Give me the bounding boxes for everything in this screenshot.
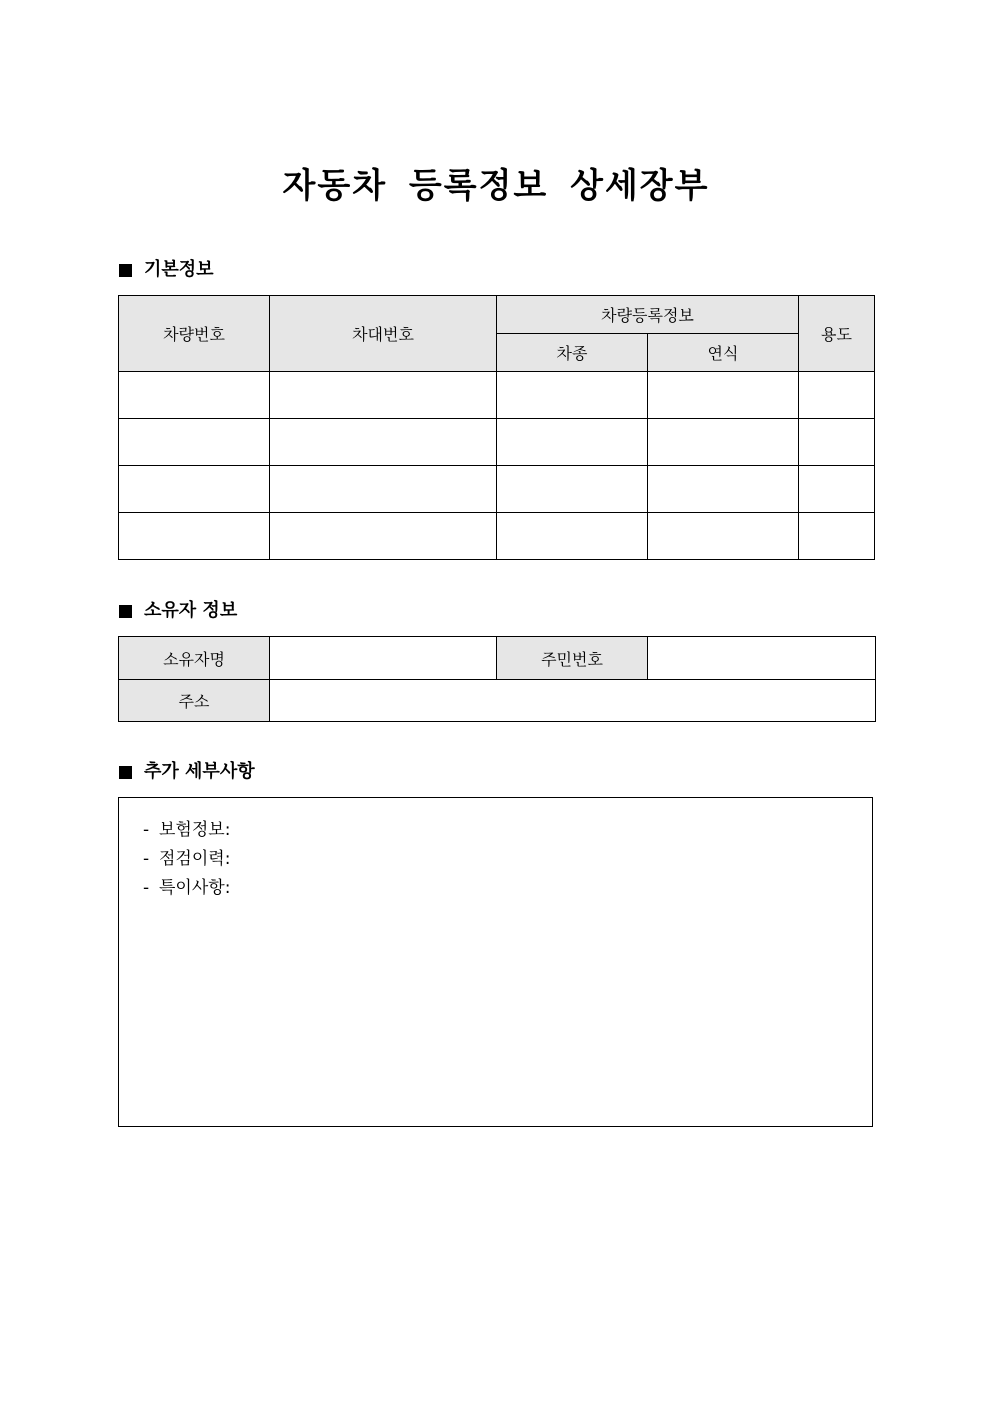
usage-cell[interactable] [799,372,875,419]
owner-info-heading [119,599,237,623]
address-field[interactable] [270,680,876,722]
chassis-number-header: 차대번호 [270,296,497,372]
document-title: 자동차 등록정보 상세장부 [282,166,710,206]
additional-notes-box[interactable] [118,797,873,1127]
resident-number-field[interactable] [648,637,876,680]
additional-heading-text: 추가 세부사항 [144,761,255,782]
address-label: 주소 [119,680,270,722]
table-header-row [119,296,875,334]
inspection-history-label: 점검이력: [159,849,231,869]
basic-info-heading [119,258,214,282]
plate-number-cell[interactable] [119,372,270,419]
basic-info-heading-text: 기본정보 [144,259,214,280]
square-bullet-icon [119,605,132,618]
model-cell[interactable] [497,466,648,513]
dash-bullet: - [143,878,150,898]
table-row [119,466,875,513]
owner-name-field[interactable] [270,637,497,680]
usage-cell[interactable] [799,513,875,560]
usage-header: 용도 [799,296,875,372]
owner-name-label: 소유자명 [119,637,270,680]
owner-info-table [118,636,876,722]
registration-group-header: 차량등록정보 [497,296,799,334]
special-notes-label: 특이사항: [159,878,231,898]
square-bullet-icon [119,264,132,277]
resident-number-label: 주민번호 [497,637,648,680]
square-bullet-icon [119,766,132,779]
owner-info-heading-text: 소유자 정보 [144,600,238,621]
year-cell[interactable] [648,513,799,560]
additional-heading [119,760,255,784]
chassis-number-cell[interactable] [270,466,497,513]
year-cell[interactable] [648,466,799,513]
plate-number-header: 차량번호 [119,296,270,372]
list-item [143,874,230,903]
year-cell[interactable] [648,372,799,419]
plate-number-cell[interactable] [119,466,270,513]
table-row [119,372,875,419]
insurance-info-label: 보험정보: [159,820,231,840]
chassis-number-cell[interactable] [270,372,497,419]
year-cell[interactable] [648,419,799,466]
chassis-number-cell[interactable] [270,419,497,466]
table-row [119,419,875,466]
year-header: 연식 [648,334,799,372]
model-cell[interactable] [497,372,648,419]
model-cell[interactable] [497,513,648,560]
usage-cell[interactable] [799,419,875,466]
dash-bullet: - [143,849,150,869]
model-cell[interactable] [497,419,648,466]
basic-info-table [118,295,875,560]
list-item [143,816,230,845]
dash-bullet: - [143,820,150,840]
table-row [119,513,875,560]
model-header: 차종 [497,334,648,372]
usage-cell[interactable] [799,466,875,513]
additional-notes-list [143,816,230,903]
list-item [143,845,230,874]
plate-number-cell[interactable] [119,419,270,466]
chassis-number-cell[interactable] [270,513,497,560]
owner-row [119,637,876,680]
address-row [119,680,876,722]
plate-number-cell[interactable] [119,513,270,560]
